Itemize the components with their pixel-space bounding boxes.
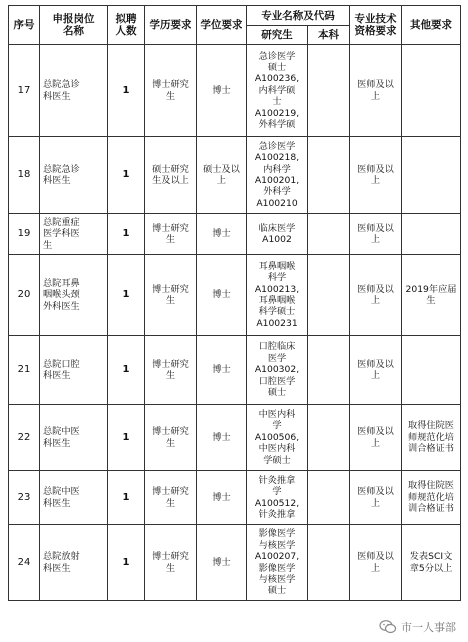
header-seq: 序号 (9, 6, 40, 45)
cell-position: 总院急诊 科医生 (40, 45, 108, 137)
cell-position: 总院放射 科医生 (40, 525, 108, 601)
cell-other (402, 336, 461, 405)
cell-tech-qual: 医师及以 上 (350, 214, 402, 255)
header-major-graduate: 研究生 (247, 26, 308, 45)
cell-major-graduate: 针灸推拿 学 A100512, 针灸推拿 (247, 471, 308, 525)
recruitment-table-container (8, 5, 460, 601)
cell-major-undergrad (308, 255, 350, 336)
header-position: 申报岗位 名称 (40, 6, 108, 45)
cell-count: 1 (108, 45, 145, 137)
cell-tech-qual: 医师及以 上 (350, 336, 402, 405)
cell-major-graduate: 中医内科 学 A100506, 中医内科 学硕士 (247, 405, 308, 471)
cell-seq: 23 (9, 471, 40, 525)
wechat-icon (379, 619, 397, 635)
table-row (9, 45, 461, 137)
cell-other: 取得住院医 师规范化培 训合格证书 (402, 405, 461, 471)
cell-education: 硕士研究 生及以上 (145, 137, 197, 214)
cell-seq: 24 (9, 525, 40, 601)
cell-tech-qual: 医师及以 上 (350, 255, 402, 336)
cell-major-undergrad (308, 137, 350, 214)
cell-major-undergrad (308, 405, 350, 471)
header-tech-qual: 专业技术 资格要求 (350, 6, 402, 45)
cell-education: 博士研究 生 (145, 214, 197, 255)
cell-degree: 博士 (197, 45, 247, 137)
cell-major-graduate: 耳鼻咽喉 科学 A100213, 耳鼻咽喉 科学硕士 A100231 (247, 255, 308, 336)
cell-education: 博士研究 生 (145, 255, 197, 336)
table-row (9, 214, 461, 255)
cell-degree: 博士 (197, 471, 247, 525)
cell-tech-qual: 医师及以 上 (350, 525, 402, 601)
cell-count: 1 (108, 255, 145, 336)
cell-seq: 21 (9, 336, 40, 405)
table-row (9, 137, 461, 214)
cell-seq: 17 (9, 45, 40, 137)
cell-major-graduate: 急诊医学 A100218, 内科学 A100201, 外科学 A100210 (247, 137, 308, 214)
cell-degree: 博士 (197, 525, 247, 601)
header-major-group: 专业名称及代码 (247, 6, 350, 26)
cell-education: 博士研究 生 (145, 471, 197, 525)
cell-education: 博士研究 生 (145, 405, 197, 471)
cell-other: 发表SCI文 章5分以上 (402, 525, 461, 601)
cell-major-undergrad (308, 471, 350, 525)
header-major-undergrad: 本科 (308, 26, 350, 45)
cell-other (402, 137, 461, 214)
cell-position: 总院耳鼻 咽喉头颈 外科医生 (40, 255, 108, 336)
cell-other: 2019年应届 生 (402, 255, 461, 336)
cell-tech-qual: 医师及以 上 (350, 45, 402, 137)
watermark-text: 市一人事部 (401, 621, 456, 634)
cell-other (402, 214, 461, 255)
table-row (9, 525, 461, 601)
table-row (9, 471, 461, 525)
header-degree: 学位要求 (197, 6, 247, 45)
cell-other (402, 45, 461, 137)
cell-count: 1 (108, 471, 145, 525)
cell-position: 总院急诊 科医生 (40, 137, 108, 214)
cell-degree: 博士 (197, 336, 247, 405)
cell-seq: 22 (9, 405, 40, 471)
cell-position: 总院口腔 科医生 (40, 336, 108, 405)
cell-count: 1 (108, 137, 145, 214)
table-row (9, 336, 461, 405)
table-row (9, 255, 461, 336)
cell-position: 总院中医 科医生 (40, 471, 108, 525)
cell-degree: 博士 (197, 255, 247, 336)
cell-seq: 19 (9, 214, 40, 255)
cell-major-undergrad (308, 214, 350, 255)
cell-position: 总院重症 医学科医 生 (40, 214, 108, 255)
cell-major-undergrad (308, 525, 350, 601)
cell-position: 总院中医 科医生 (40, 405, 108, 471)
recruitment-table (8, 5, 461, 601)
cell-degree: 硕士及以 上 (197, 137, 247, 214)
cell-education: 博士研究 生 (145, 525, 197, 601)
cell-seq: 20 (9, 255, 40, 336)
cell-tech-qual: 医师及以 上 (350, 471, 402, 525)
cell-major-graduate: 影像医学 与核医学 A100207, 影像医学 与核医学 硕士 (247, 525, 308, 601)
header-other: 其他要求 (402, 6, 461, 45)
cell-education: 博士研究 生 (145, 336, 197, 405)
header-count: 拟聘 人数 (108, 6, 145, 45)
cell-major-undergrad (308, 336, 350, 405)
cell-major-graduate: 临床医学 A1002 (247, 214, 308, 255)
cell-degree: 博士 (197, 405, 247, 471)
cell-degree: 博士 (197, 214, 247, 255)
cell-major-undergrad (308, 45, 350, 137)
cell-count: 1 (108, 405, 145, 471)
header-education: 学历要求 (145, 6, 197, 45)
cell-tech-qual: 医师及以 上 (350, 405, 402, 471)
cell-seq: 18 (9, 137, 40, 214)
cell-education: 博士研究 生 (145, 45, 197, 137)
cell-major-graduate: 急诊医学 硕士 A100236, 内科学硕 士 A100219, 外科学硕 (247, 45, 308, 137)
table-row (9, 405, 461, 471)
cell-major-graduate: 口腔临床 医学 A100302, 口腔医学 硕士 (247, 336, 308, 405)
cell-count: 1 (108, 214, 145, 255)
cell-other: 取得住院医 师规范化培 训合格证书 (402, 471, 461, 525)
cell-count: 1 (108, 525, 145, 601)
cell-tech-qual: 医师及以 上 (350, 137, 402, 214)
cell-count: 1 (108, 336, 145, 405)
watermark (379, 616, 456, 638)
